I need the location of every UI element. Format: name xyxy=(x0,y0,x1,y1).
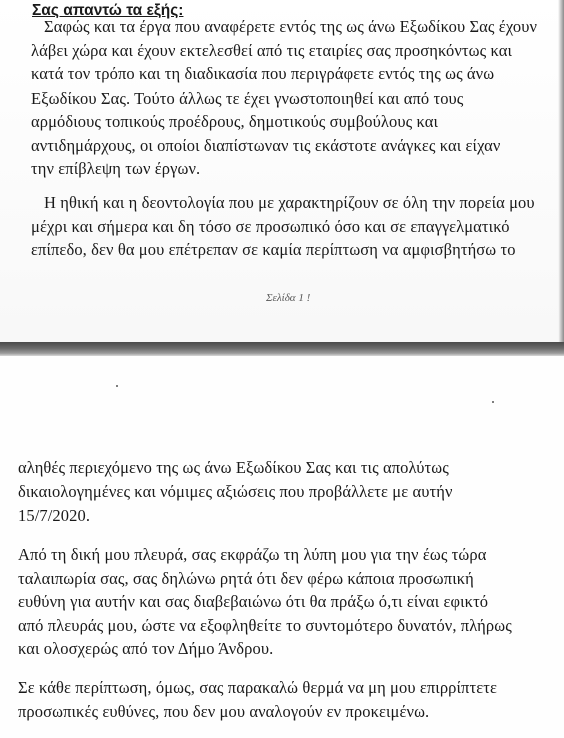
text-line: 15/7/2020. xyxy=(18,506,91,525)
scan-speck xyxy=(116,385,118,387)
text-line: ευθύνη για αυτήν και σας διαβεβαιώνω ότι θα πράξω ό,τι είναι εφικτό xyxy=(18,592,489,611)
text-line: επίπεδο, δεν θα μου επέτρεπαν σε καμία περίπτωση να αμφισβητήσω το xyxy=(31,240,516,259)
text-line: Από τη δική μου πλευρά, σας εκφράζω τη λύπη μου για την έως τώρα xyxy=(18,545,487,564)
text-line: την επίβλεψη των έργων. xyxy=(31,159,201,178)
text-line: ταλαιπωρία σας, σας δηλώνω ρητά ότι δεν φέρω κάποια προσωπική xyxy=(18,569,474,588)
scan-speck xyxy=(492,401,494,403)
text-line: αρμόδιους τοπικούς προέδρους, δημοτικούς συμβούλους και xyxy=(31,112,439,131)
text-line: δικαιολογημένες και νόμιμες αξιώσεις που προβάλλετε με αυτήν xyxy=(18,482,453,501)
text-line: Σε κάθε περίπτωση, όμως, σας παρακαλώ θερμά να μη μου επιρρίπτετε xyxy=(18,678,498,697)
page-number: Σελίδα 1 ! xyxy=(266,292,311,304)
page-edge-shadow xyxy=(558,0,564,342)
text-line: λάβει χώρα και έχουν εκτελεσθεί από τις εταιρίες σας προσηκόντως και xyxy=(31,41,513,60)
text-line: αληθές περιεχόμενο της ως άνω Εξωδίκου Σας και τις απολύτως xyxy=(18,458,449,477)
text-line: αντιδημάρχους, οι οποίοι διαπίστωναν τις εκάστοτε ανάγκες και είχαν xyxy=(31,136,501,155)
section-heading: Σας απαντώ τα εξής: xyxy=(32,2,184,19)
text-line: από πλευράς μου, ώστε να εξοφληθείτε το συντομότερο δυνατόν, πλήρως xyxy=(18,616,512,635)
text-line: μέχρι και σήμερα και δη τόσο σε προσωπικό όσο και σε επαγγελματικό xyxy=(31,217,510,236)
text-line: προσωπικές ευθύνες, που δεν μου αναλογούν εν προκειμένω. xyxy=(18,702,430,721)
page-divider xyxy=(0,342,564,356)
text-line: και ολοσχερώς από τον Δήμο Άνδρου. xyxy=(18,639,274,658)
text-line: Η ηθική και η δεοντολογία που με χαρακτηρίζουν σε όλη την πορεία μου xyxy=(44,193,535,212)
text-line: κατά τον τρόπο και τη διαδικασία που περιγράφετε εντός της ως άνω xyxy=(31,64,495,83)
text-line: Σαφώς και τα έργα που αναφέρετε εντός της ως άνω Εξωδίκου Σας έχουν xyxy=(44,17,538,36)
text-line: Εξωδίκου Σας. Τούτο άλλως τε έχει γνωστοποιηθεί και από τους xyxy=(31,89,464,108)
